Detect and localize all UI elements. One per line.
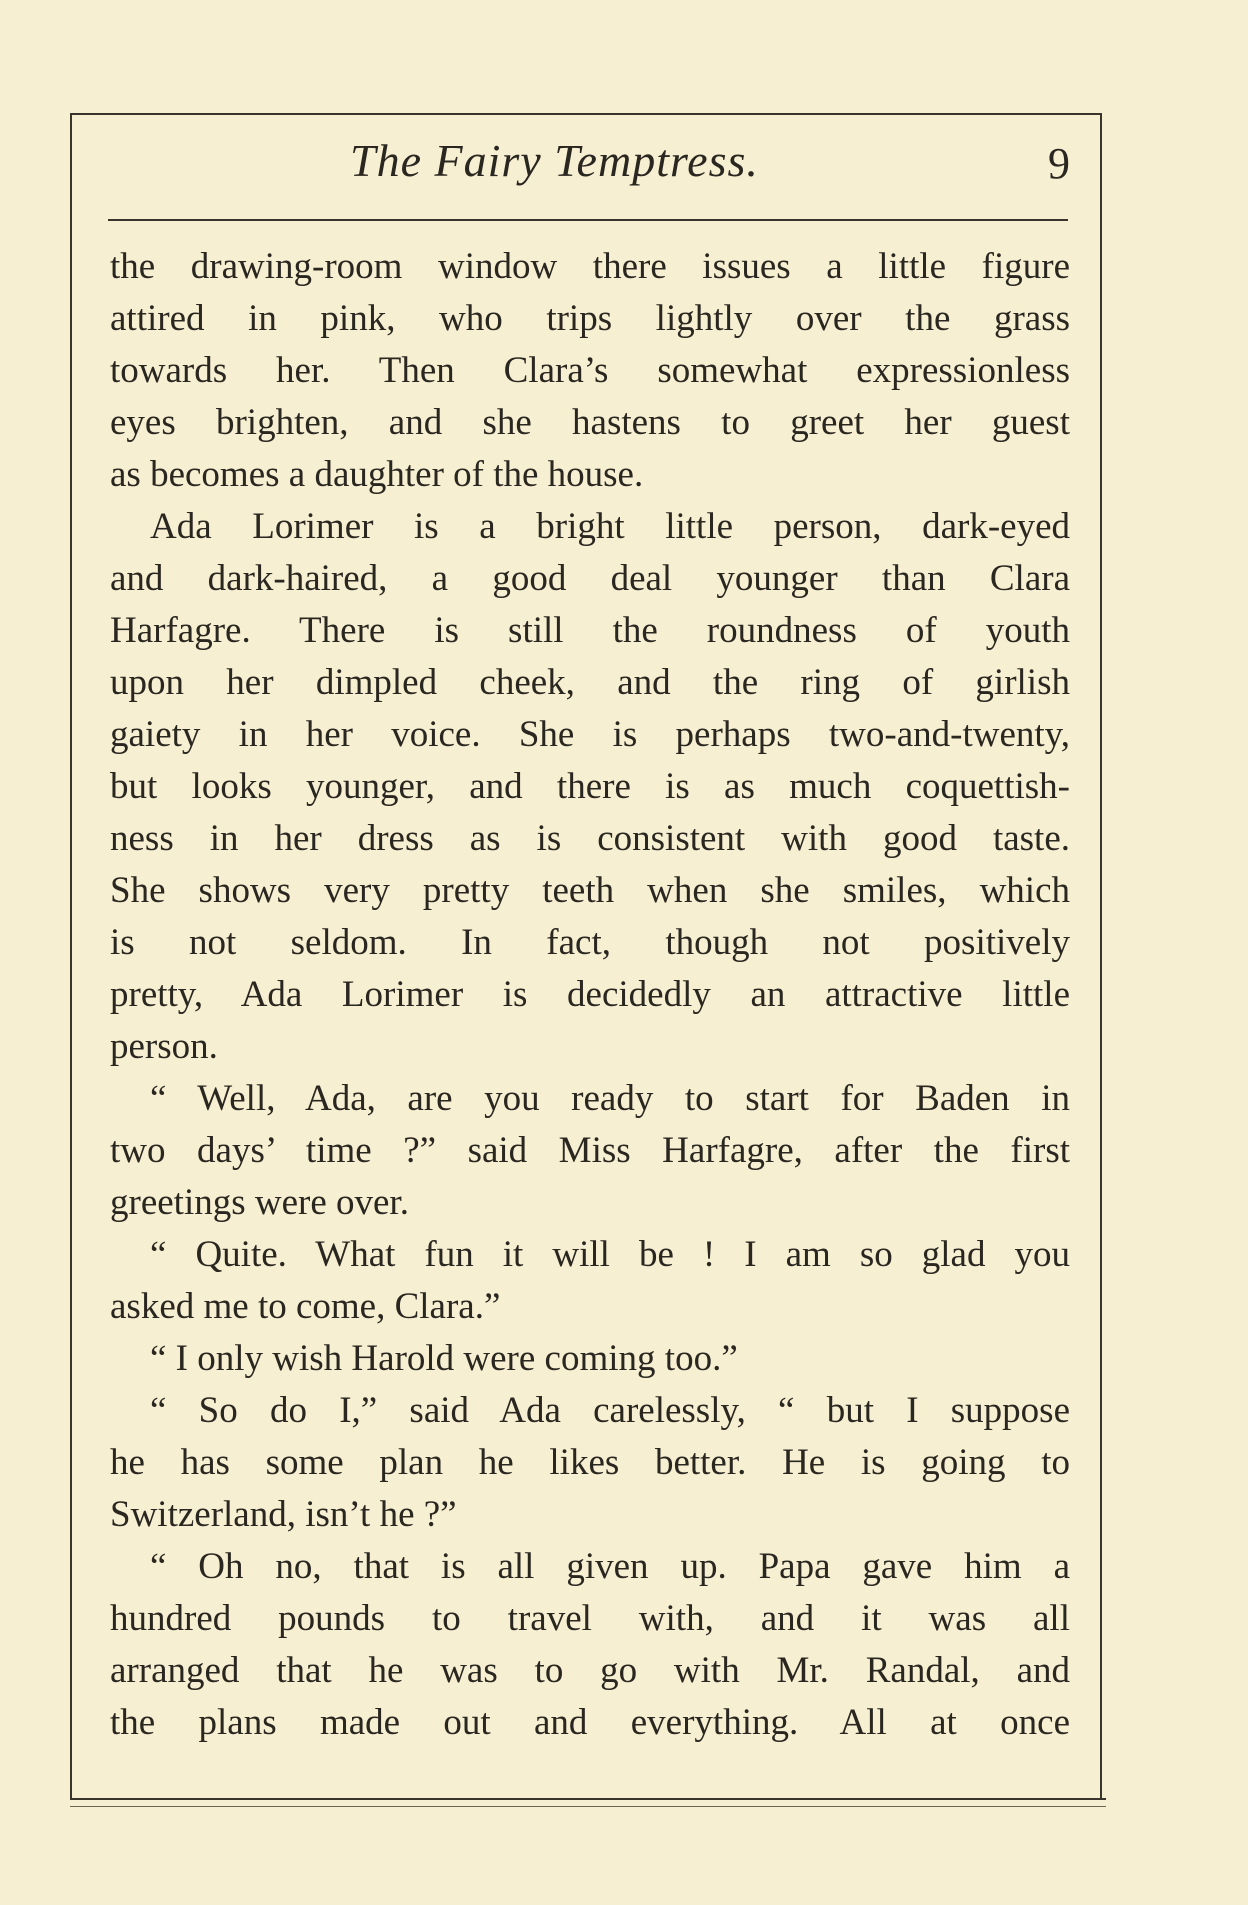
- page-border-bottom-inner: [70, 1806, 1106, 1807]
- text-line: two days’ time ?” said Miss Harfagre, after the first: [110, 1130, 1070, 1171]
- text-line: asked me to come, Clara.”: [110, 1286, 501, 1327]
- text-line: “ I only wish Harold were coming too.”: [150, 1338, 738, 1379]
- text-line: “ Oh no, that is all given up. Papa gave him a: [150, 1546, 1070, 1587]
- text-line: the plans made out and everything. All at once: [110, 1702, 1070, 1743]
- running-title: The Fairy Temptress.: [350, 135, 759, 186]
- text-line: as becomes a daughter of the house.: [110, 454, 644, 495]
- text-line: gaiety in her voice. She is perhaps two-and-twenty,: [110, 714, 1070, 755]
- text-line: ness in her dress as is consistent with good taste.: [110, 818, 1070, 859]
- text-line: is not seldom. In fact, though not positively: [110, 922, 1070, 963]
- text-line: upon her dimpled cheek, and the ring of girlish: [110, 662, 1070, 703]
- text-line: eyes brighten, and she hastens to greet her guest: [110, 402, 1070, 443]
- text-line: Harfagre. There is still the roundness of youth: [110, 610, 1070, 651]
- text-line: “ Quite. What fun it will be ! I am so glad you: [150, 1234, 1070, 1275]
- text-line: greetings were over.: [110, 1182, 409, 1223]
- text-line: attired in pink, who trips lightly over the grass: [110, 298, 1070, 339]
- text-line: She shows very pretty teeth when she smiles, which: [110, 870, 1070, 911]
- text-line: but looks younger, and there is as much coquettish-: [110, 766, 1070, 807]
- text-line: Switzerland, isn’t he ?”: [110, 1494, 457, 1535]
- page-number: 9: [1048, 139, 1070, 188]
- text-line: the drawing-room window there issues a little figure: [110, 246, 1070, 287]
- text-line: he has some plan he likes better. He is going to: [110, 1442, 1070, 1483]
- text-line: arranged that he was to go with Mr. Randal, and: [110, 1650, 1070, 1691]
- text-line: person.: [110, 1026, 218, 1067]
- text-line: towards her. Then Clara’s somewhat expressionless: [110, 350, 1070, 391]
- page-border-bottom: [70, 1798, 1106, 1800]
- header-rule: [108, 219, 1068, 221]
- text-line: and dark-haired, a good deal younger than Clara: [110, 558, 1070, 599]
- text-line: hundred pounds to travel with, and it was all: [110, 1598, 1070, 1639]
- text-line: Ada Lorimer is a bright little person, dark-eyed: [150, 506, 1070, 547]
- body-text: [110, 241, 1070, 1749]
- text-line: “ So do I,” said Ada carelessly, “ but I suppose: [150, 1390, 1070, 1431]
- text-line: pretty, Ada Lorimer is decidedly an attractive little: [110, 974, 1070, 1015]
- text-line: “ Well, Ada, are you ready to start for Baden in: [150, 1078, 1070, 1119]
- running-head: [110, 130, 1070, 190]
